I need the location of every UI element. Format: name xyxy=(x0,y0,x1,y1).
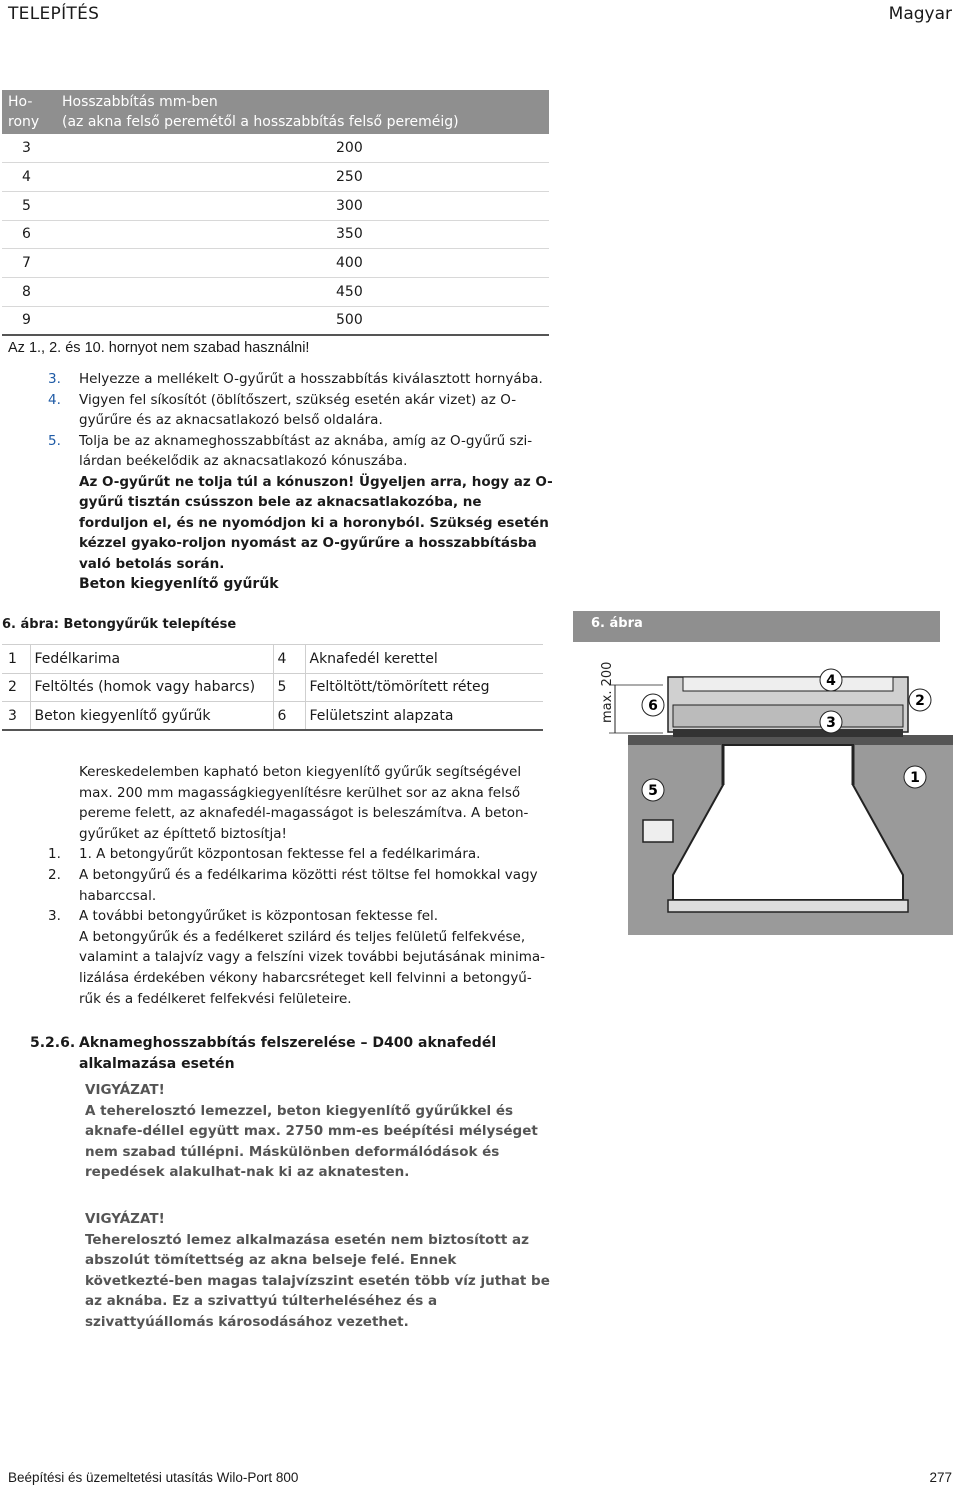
groove-length-table xyxy=(2,90,549,336)
svg-text:6: 6 xyxy=(648,698,658,714)
caution-block xyxy=(85,1080,550,1183)
svg-text:3: 3 xyxy=(826,715,836,731)
svg-text:4: 4 xyxy=(826,673,836,689)
header-section: TELEPÍTÉS xyxy=(8,4,100,24)
legend-row: 3 Beton kiegyenlítő gyűrűk 6 Felületszint alapzata xyxy=(2,702,543,731)
caution-title: VIGYÁZAT! xyxy=(85,1211,165,1227)
list-item: 3. A további betongyűrűket is központosan fektesse fel. xyxy=(48,908,439,925)
callout-2 xyxy=(909,689,931,711)
svg-text:1: 1 xyxy=(910,770,920,786)
step-number: 3. xyxy=(48,371,61,387)
concrete-ring-instructions xyxy=(48,762,548,1009)
step-number: 5. xyxy=(48,432,61,449)
groove-column-header: Ho- rony xyxy=(2,90,56,134)
step-text: Helyezze a mellékelt O-gyűrűt a hosszabbítás kiválasztott hornyába. xyxy=(79,371,543,387)
step-item xyxy=(48,431,553,575)
legend-row: 1 Fedélkarima 4 Aknafedél kerettel xyxy=(2,645,543,674)
subsection-title: Beton kiegyenlítő gyűrűk xyxy=(79,576,279,592)
mortar-layer xyxy=(673,729,903,737)
table-row: 4 250 xyxy=(2,163,549,192)
inlet-pipe xyxy=(643,820,673,842)
legend-row: 2 Feltöltés (homok vagy habarcs) 5 Feltöltött/tömörített réteg xyxy=(2,673,543,702)
section-heading xyxy=(30,1033,550,1074)
figure-caption: 6. ábra: Betongyűrűk telepítése xyxy=(2,617,237,632)
figure-label-box xyxy=(573,611,940,642)
callout-3 xyxy=(820,711,842,733)
intro-paragraph: Kereskedelemben kapható beton kiegyenlítő gyűrűk segítségével max. 200 mm magasságkiegyenlítésre kerülhet sor az akna felső pereme felett, az aknafedél-magasságot is beleszámítva. A beton-gyűrűket az építtető biztosítja! xyxy=(79,764,529,842)
table-header-row xyxy=(2,90,549,134)
footer-document: Beépítési és üzemeltetési utasítás Wilo-Port 800 xyxy=(8,1470,299,1485)
length-column-header: Hosszabbítás mm-ben (az akna felső peremétől a hosszabbítás felső pereméig) xyxy=(56,90,549,134)
list-item: 2. A betongyűrű és a fedélkarima közötti rést töltse fel homokkal vagy habarccsal. xyxy=(48,866,538,904)
table-row: 5 300 xyxy=(2,191,549,220)
figure-legend xyxy=(2,644,543,731)
callout-4 xyxy=(820,669,842,691)
table-row: 6 350 xyxy=(2,220,549,249)
figure-label: 6. ábra xyxy=(591,616,643,631)
list-item: 1. 1. A betongyűrűt központosan fektesse fel a fedélkarimára. xyxy=(48,846,481,863)
shaft-base xyxy=(668,900,908,912)
outro-paragraph: A betongyűrűk és a fedélkeret szilárd és teljes felületű felfekvése, valamint a talajvíz vagy a felszíni vizek további bejutásának minima-lizálása érdekében vékony habarcsréteget kell felvinni a betongyű-rűk és a fedélkeret felfekvési felületeire. xyxy=(79,928,546,1007)
header-language: Magyar xyxy=(888,4,952,24)
caution-text: Teherelosztó lemez alkalmazása esetén nem biztosított az abszolút tömítettség az akna belseje felé. Ennek következté-ben magas talajvízszint esetén több víz juthat be az aknába. Ez a szivattyú túlterheléséhez és a szivattyúállomás károsodásához vezethet. xyxy=(85,1231,550,1330)
svg-text:5: 5 xyxy=(648,783,658,799)
caution-title: VIGYÁZAT! xyxy=(85,1082,165,1098)
table-row: 3 200 xyxy=(2,134,549,163)
step-text: Tolja be az aknameghosszabbítást az aknába, amíg az O-gyűrű szi-lárdan beékelődik az aknacsatlakozó kónuszába. xyxy=(79,432,533,469)
caution-text: A teherelosztó lemezzel, beton kiegyenlítő gyűrűkkel és aknafe-déllel együtt max. 2750 mm-es beépítési mélységet nem szabad túllépni. Máskülönben deformálódások és repedések alakulhat-nak ki az aknatesten. xyxy=(85,1102,538,1180)
dimension-label: max. 200 xyxy=(600,661,615,723)
step-number: 4. xyxy=(48,391,61,408)
cover-lid xyxy=(683,677,893,691)
step-item xyxy=(48,369,553,390)
table-row: 9 500 xyxy=(2,306,549,335)
step-item xyxy=(48,390,553,431)
caution-block xyxy=(85,1209,550,1332)
section-title: Aknameghosszabbítás felszerelése – D400 aknafedél alkalmazása esetén xyxy=(79,1035,497,1072)
footer-page-number: 277 xyxy=(929,1470,952,1485)
section-number: 5.2.6. xyxy=(30,1035,76,1051)
step-bold-note: Az O-gyűrűt ne tolja túl a kónuszon! Ügyeljen arra, hogy az O-gyűrű tisztán csússzon bele az aknacsatlakozóba, ne forduljon el, és ne nyomódjon ki a horonyból. Szükség esetén kézzel gyako-roljon nyomást az O-gyűrűre a hosszabbításba való betolás során. xyxy=(79,473,553,572)
table-row: 7 400 xyxy=(2,249,549,278)
installation-steps xyxy=(48,369,553,574)
groove-warning: Az 1., 2. és 10. hornyot nem szabad használni! xyxy=(8,340,310,356)
callout-1 xyxy=(904,766,926,788)
callout-5 xyxy=(642,779,664,801)
svg-text:2: 2 xyxy=(915,693,925,709)
shaft-cross-section-diagram xyxy=(573,645,953,935)
concrete-ring xyxy=(673,705,903,727)
step-text: Vigyen fel síkosítót (öblítőszert, szükség esetén akár vizet) az O-gyűrűre és az aknacsatlakozó belső oldalára. xyxy=(79,391,517,428)
table-row: 8 450 xyxy=(2,277,549,306)
callout-6 xyxy=(642,694,664,716)
